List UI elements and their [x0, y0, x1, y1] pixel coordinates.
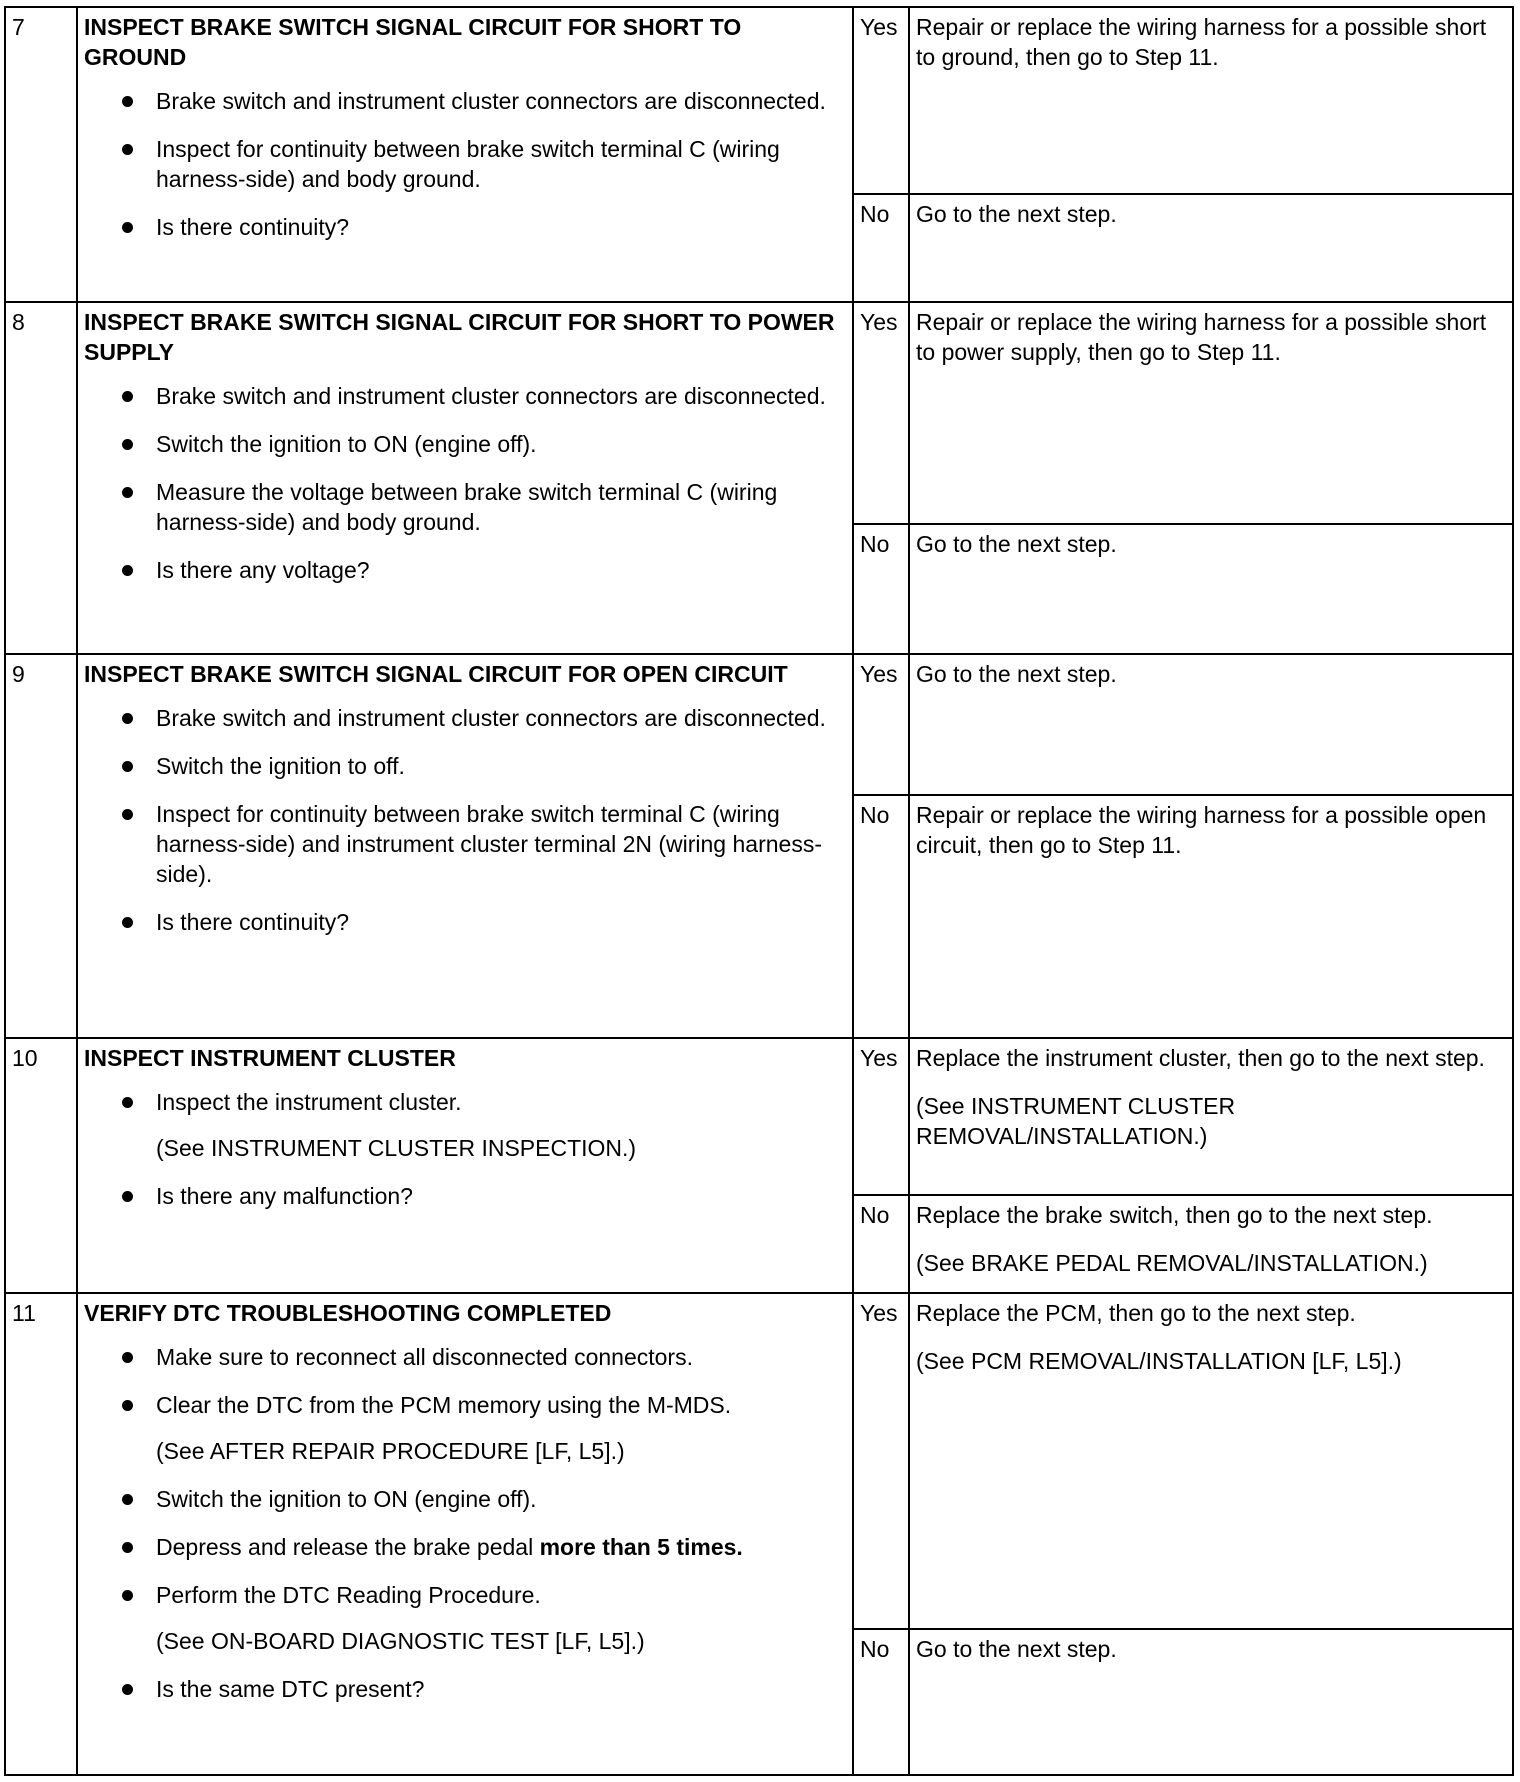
list-item	[156, 477, 846, 537]
yes-result-cell	[909, 302, 1513, 524]
no-result-text: Go to the next step.	[916, 201, 1117, 227]
step-number: 9	[5, 654, 77, 1038]
yes-result-text: Replace the instrument cluster, then go to the next step.	[916, 1045, 1485, 1071]
bullet-icon	[122, 1494, 133, 1505]
list-item-text: Switch the ignition to off.	[156, 753, 405, 779]
list-item-text: Is there any malfunction?	[156, 1183, 413, 1209]
list-item-text: Switch the ignition to ON (engine off).	[156, 431, 537, 457]
step-bullet-list	[84, 381, 846, 585]
list-item-text: Is there continuity?	[156, 909, 350, 935]
no-reference-text: (See BRAKE PEDAL REMOVAL/INSTALLATION.)	[916, 1250, 1428, 1276]
list-item	[156, 1390, 846, 1420]
yes-label: Yes	[853, 654, 909, 795]
bullet-icon	[122, 917, 133, 928]
no-result-cell	[909, 795, 1513, 1038]
yes-result-cell	[909, 1293, 1513, 1629]
no-label: No	[853, 1629, 909, 1775]
bullet-icon	[122, 1191, 133, 1202]
step-number: 8	[5, 302, 77, 654]
bullet-icon	[122, 144, 133, 155]
no-result-text: Replace the brake switch, then go to the next step.	[916, 1202, 1433, 1228]
no-result-text: Repair or replace the wiring harness for a possible open circuit, then go to Step 11.	[916, 802, 1487, 858]
list-item-text: Brake switch and instrument cluster connectors are disconnected.	[156, 705, 826, 731]
diagnostic-procedure-table-wrap	[4, 6, 1512, 1776]
no-result-text: Go to the next step.	[916, 1636, 1117, 1662]
reference-line	[156, 1626, 846, 1656]
reference-text: (See ON-BOARD DIAGNOSTIC TEST [LF, L5].)	[156, 1628, 645, 1654]
list-item-text: Inspect for continuity between brake switch terminal C (wiring harness-side) and body ground.	[156, 136, 780, 192]
list-item	[156, 1181, 846, 1211]
yes-label: Yes	[853, 1038, 909, 1195]
list-item-text: Brake switch and instrument cluster connectors are disconnected.	[156, 383, 826, 409]
list-item	[156, 1342, 846, 1372]
list-item	[156, 1484, 846, 1514]
reference-text: (See AFTER REPAIR PROCEDURE [LF, L5].)	[156, 1438, 625, 1464]
yes-reference-text: (See INSTRUMENT CLUSTER REMOVAL/INSTALLATION.)	[916, 1093, 1236, 1149]
step-7-yes-row	[5, 7, 1513, 194]
bullet-icon	[122, 487, 133, 498]
bullet-icon	[122, 1352, 133, 1363]
bullet-icon	[122, 391, 133, 402]
no-result-cell	[909, 1629, 1513, 1775]
no-result-text: Go to the next step.	[916, 531, 1117, 557]
no-result-cell	[909, 524, 1513, 654]
bullet-icon	[122, 96, 133, 107]
step-bullet-list	[84, 703, 846, 937]
yes-result-text: Repair or replace the wiring harness for a possible short to ground, then go to Step 11.	[916, 14, 1487, 70]
list-item-text: Make sure to reconnect all disconnected connectors.	[156, 1344, 693, 1370]
no-result-cell	[909, 1195, 1513, 1293]
list-item	[156, 907, 846, 937]
list-item-text: Is the same DTC present?	[156, 1676, 425, 1702]
step-bullet-list	[84, 86, 846, 242]
yes-label: Yes	[853, 7, 909, 194]
list-item	[156, 703, 846, 733]
step-11-yes-row	[5, 1293, 1513, 1629]
list-item	[156, 799, 846, 889]
no-label: No	[853, 524, 909, 654]
step-10-yes-row	[5, 1038, 1513, 1195]
step-title: INSPECT BRAKE SWITCH SIGNAL CIRCUIT FOR SHORT TO POWER SUPPLY	[84, 309, 835, 365]
list-item-text: Inspect the instrument cluster.	[156, 1089, 462, 1115]
step-bullet-list	[84, 1087, 846, 1211]
list-item	[156, 134, 846, 194]
list-item	[156, 555, 846, 585]
yes-label: Yes	[853, 1293, 909, 1629]
list-item	[156, 381, 846, 411]
bullet-icon	[122, 1400, 133, 1411]
step-action-cell	[77, 654, 853, 1038]
bullet-icon	[122, 565, 133, 576]
yes-result-text: Replace the PCM, then go to the next step.	[916, 1300, 1356, 1326]
step-number: 7	[5, 7, 77, 302]
list-item-text: Inspect for continuity between brake switch terminal C (wiring harness-side) and instrument cluster terminal 2N (wiring harness-side).	[156, 801, 822, 887]
list-item-text: Is there any voltage?	[156, 557, 370, 583]
step-bullet-list	[84, 1342, 846, 1704]
list-item	[156, 751, 846, 781]
diagnostic-procedure-table	[4, 6, 1514, 1776]
step-title: INSPECT INSTRUMENT CLUSTER	[84, 1045, 456, 1071]
list-item-text: Brake switch and instrument cluster connectors are disconnected.	[156, 88, 826, 114]
step-title: INSPECT BRAKE SWITCH SIGNAL CIRCUIT FOR OPEN CIRCUIT	[84, 661, 788, 687]
step-9-yes-row	[5, 654, 1513, 795]
step-action-cell	[77, 1038, 853, 1293]
reference-text: (See INSTRUMENT CLUSTER INSPECTION.)	[156, 1135, 637, 1161]
bullet-icon	[122, 1542, 133, 1553]
bullet-icon	[122, 1590, 133, 1601]
bullet-icon	[122, 1097, 133, 1108]
list-item-text: Is there continuity?	[156, 214, 350, 240]
yes-result-text: Go to the next step.	[916, 661, 1117, 687]
list-item	[156, 1532, 846, 1562]
no-label: No	[853, 1195, 909, 1293]
bullet-icon	[122, 1684, 133, 1695]
list-item	[156, 429, 846, 459]
step-number: 10	[5, 1038, 77, 1293]
bullet-icon	[122, 809, 133, 820]
bullet-icon	[122, 222, 133, 233]
step-action-cell	[77, 7, 853, 302]
no-label: No	[853, 795, 909, 1038]
list-item-text: Depress and release the brake pedal	[156, 1534, 540, 1560]
step-title: VERIFY DTC TROUBLESHOOTING COMPLETED	[84, 1300, 612, 1326]
yes-result-text: Repair or replace the wiring harness for a possible short to power supply, then go to Step 11.	[916, 309, 1487, 365]
list-item	[156, 1674, 846, 1704]
step-action-cell	[77, 302, 853, 654]
reference-line	[156, 1133, 846, 1163]
yes-reference-text: (See PCM REMOVAL/INSTALLATION [LF, L5].)	[916, 1348, 1402, 1374]
emphasis-text: more than 5 times.	[539, 1534, 743, 1560]
list-item-text: Perform the DTC Reading Procedure.	[156, 1582, 541, 1608]
reference-line	[156, 1436, 846, 1466]
yes-result-cell	[909, 654, 1513, 795]
list-item	[156, 86, 846, 116]
bullet-icon	[122, 713, 133, 724]
no-result-cell	[909, 194, 1513, 302]
yes-result-cell	[909, 7, 1513, 194]
step-title: INSPECT BRAKE SWITCH SIGNAL CIRCUIT FOR SHORT TO GROUND	[84, 14, 742, 70]
bullet-icon	[122, 761, 133, 772]
step-number: 11	[5, 1293, 77, 1775]
list-item	[156, 1580, 846, 1610]
list-item	[156, 212, 846, 242]
list-item-text: Clear the DTC from the PCM memory using the M-MDS.	[156, 1392, 732, 1418]
no-label: No	[853, 194, 909, 302]
list-item-text: Switch the ignition to ON (engine off).	[156, 1486, 537, 1512]
yes-label: Yes	[853, 302, 909, 524]
list-item-text: Measure the voltage between brake switch terminal C (wiring harness-side) and body ground.	[156, 479, 778, 535]
yes-result-cell	[909, 1038, 1513, 1195]
step-action-cell	[77, 1293, 853, 1775]
step-8-yes-row	[5, 302, 1513, 524]
bullet-icon	[122, 439, 133, 450]
list-item	[156, 1087, 846, 1117]
